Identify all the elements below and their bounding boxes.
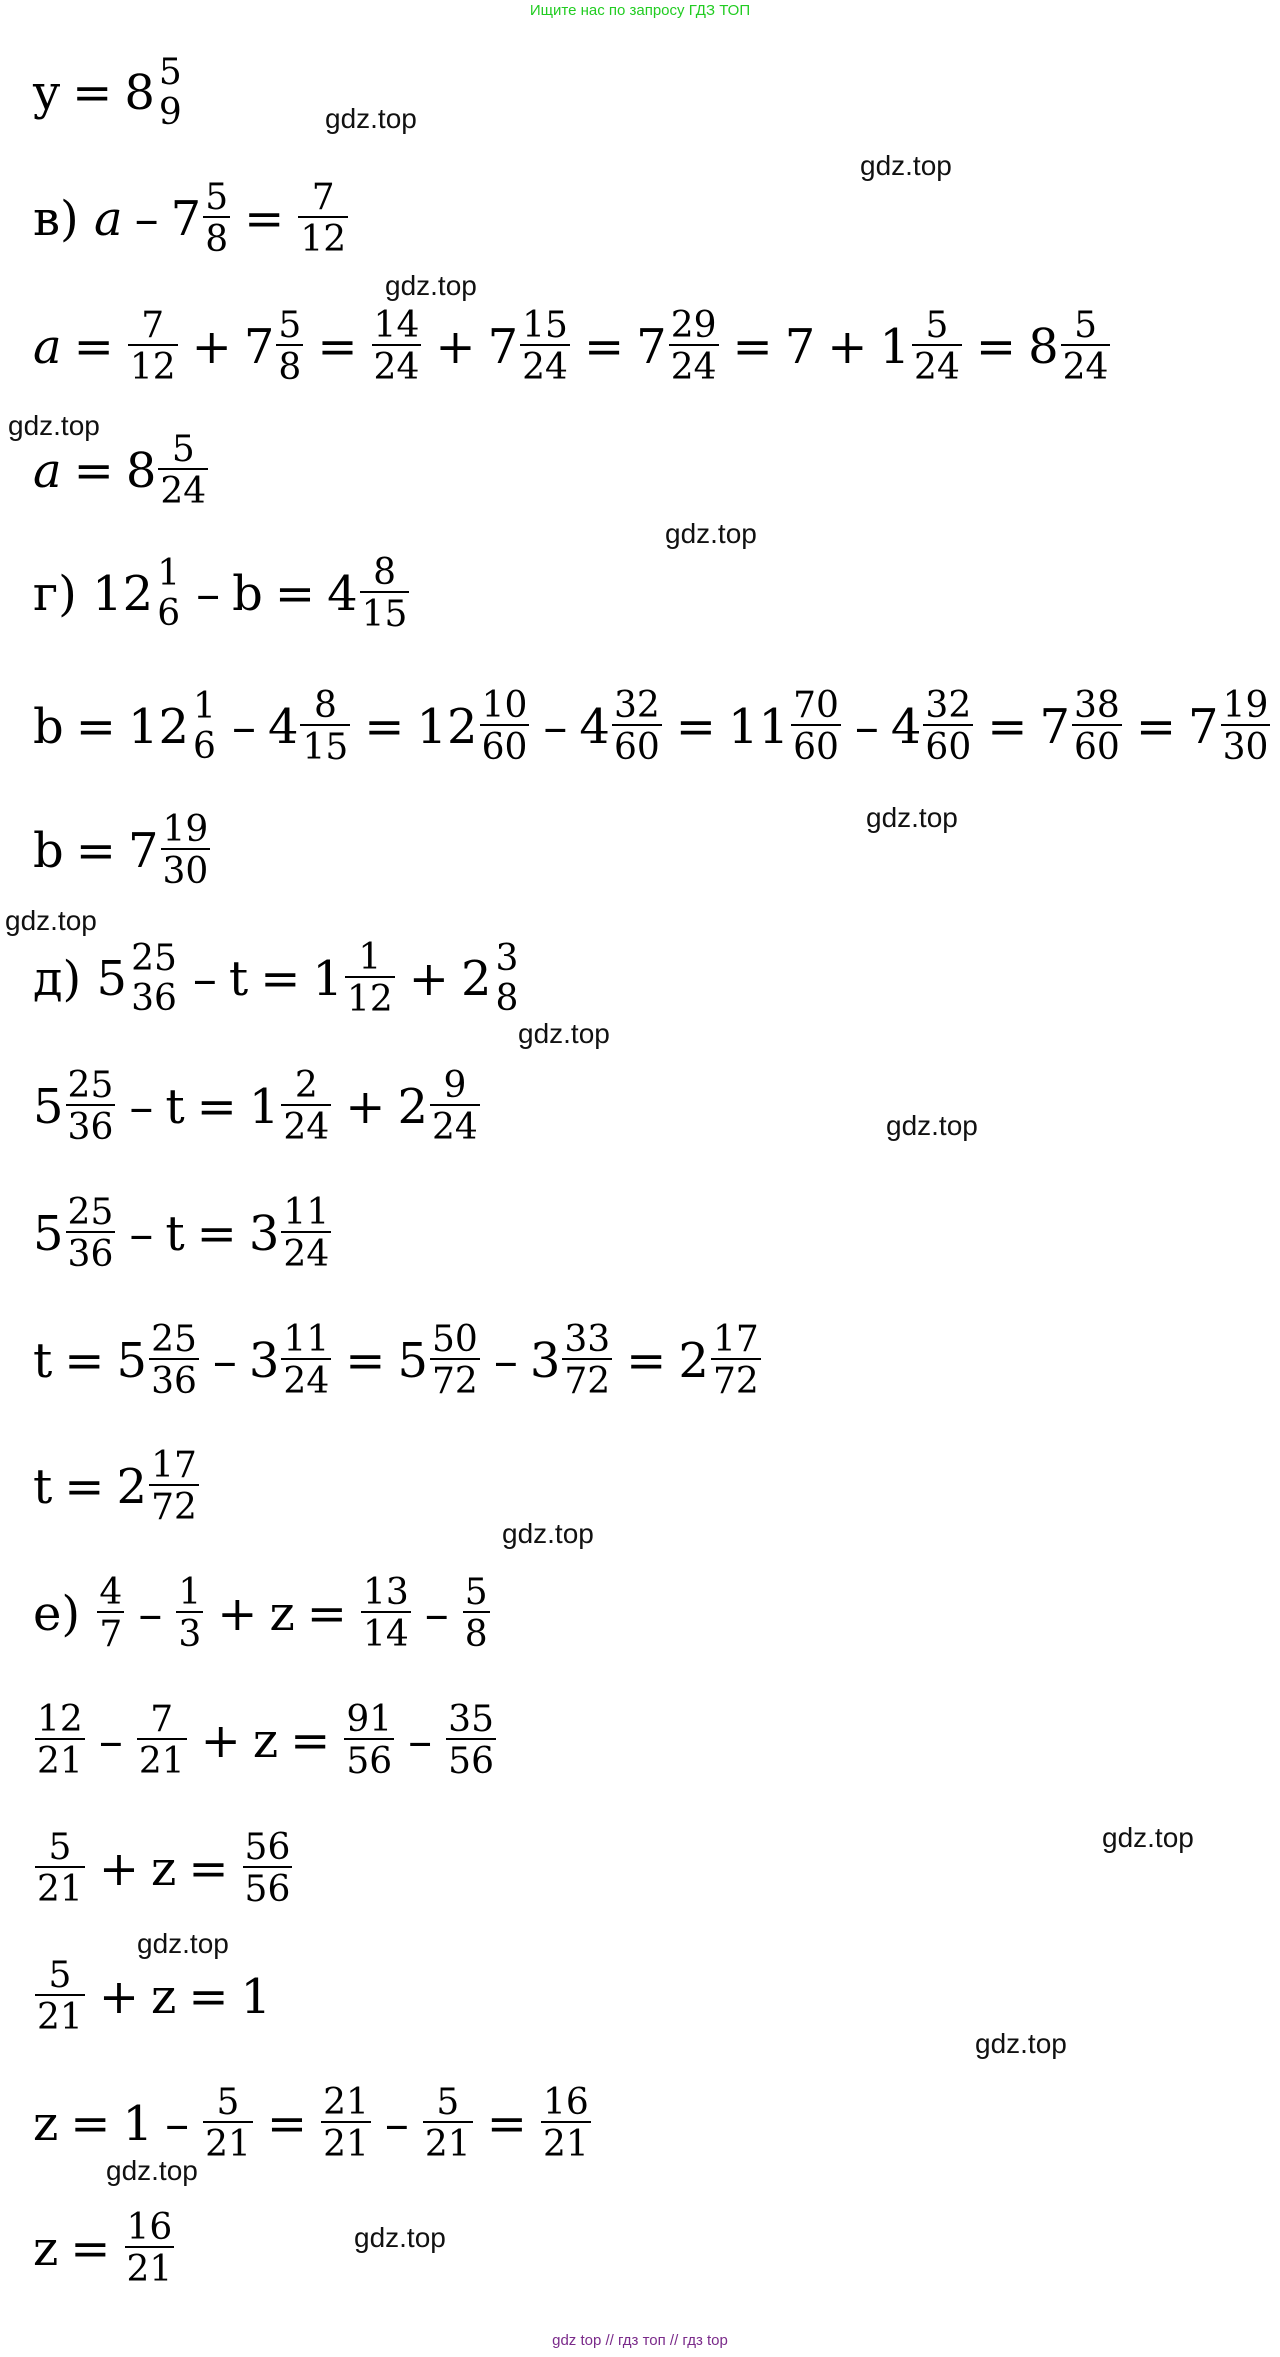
equation-line: 5 25 36 – t = 3 11 24 <box>33 1192 330 1275</box>
watermark: gdz.top <box>866 802 958 833</box>
watermark: gdz.top <box>385 270 477 301</box>
equation-line: a = 8 5 24 <box>33 429 207 512</box>
watermark: gdz.top <box>975 2028 1067 2059</box>
footer-links[interactable]: gdz top // гдз топ // гдз top <box>552 2332 728 2349</box>
equation-line: z = $\frac{16}{21}$ <box>33 2207 173 2290</box>
equation-line: t = 5 25 36 – 3 $\frac{11}{24}$ = 5 50 72 – 3 $\frac{33}{72}$ = 2 17 72 <box>33 1319 759 1402</box>
watermark: gdz.top <box>137 1928 229 1959</box>
watermark: gdz.top <box>8 410 100 441</box>
watermark: gdz.top <box>502 1518 594 1549</box>
watermark: gdz.top <box>5 905 97 936</box>
equation-line: z = 1 – $\frac{5}{21}$ = $\frac{21}{21}$ – $\frac{5}{21}$ = $\frac{16}{21}$ <box>33 2082 589 2165</box>
equation-line: 12 21 – 7 21 + z = $\frac{91}{56}$ – 35 56 <box>37 1699 494 1782</box>
equation-line: е) 4 7 – 1 3 + z = $\frac{13}{14}$ – 5 8 <box>33 1572 488 1655</box>
equation-line: 5 21 + z = 1 <box>37 1955 272 2038</box>
equation-line: г) 12 1 6 – b = 4 8 15 <box>33 552 408 635</box>
equation-line: д) 5 25 36 – t = 1 1 12 + 2 3 8 <box>33 937 519 1020</box>
equation-line: t = 2 17 72 <box>33 1445 197 1528</box>
watermark: gdz.top <box>325 103 417 134</box>
equation-line: a = $\frac{7}{12}$ + 7 $\frac{5}{8}$ = $\frac{14}{24}$ + 7 $\frac{15}{24}$ = 7 $\frac{29}{24}$ = 7 + 1 $\frac{5}{24}$ = 8 5 24 <box>33 305 1109 388</box>
watermark: gdz.top <box>354 2222 446 2253</box>
equation-line: 5 25 36 – t = 1 2 24 + 2 9 24 <box>33 1065 478 1148</box>
promo-banner[interactable]: Ищите нас по запросу ГДЗ ТОП <box>529 2 751 19</box>
equation-line: y = 8 5 9 <box>33 52 182 133</box>
equation-line: в) a – 7 $\frac{5}{8}$ = $\frac{7}{12}$ <box>33 177 347 260</box>
watermark: gdz.top <box>665 518 757 549</box>
watermark: gdz.top <box>1102 1822 1194 1853</box>
watermark: gdz.top <box>518 1018 610 1049</box>
equation-line: b = 7 19 30 <box>33 809 209 892</box>
watermark: gdz.top <box>886 1110 978 1141</box>
watermark: gdz.top <box>860 150 952 181</box>
equation-line: b = 12 1 6 – 4 $\frac{8}{15}$ = 12 10 60 – 4 $\frac{32}{60}$ = 11 70 60 – 4 $\frac{32}{60}$ = 7 $\frac{38}{60}$ = 7 19 30 <box>33 685 1269 768</box>
equation-line: 5 21 + z = $\frac{56}{56}$ <box>37 1827 291 1910</box>
watermark: gdz.top <box>106 2155 198 2186</box>
